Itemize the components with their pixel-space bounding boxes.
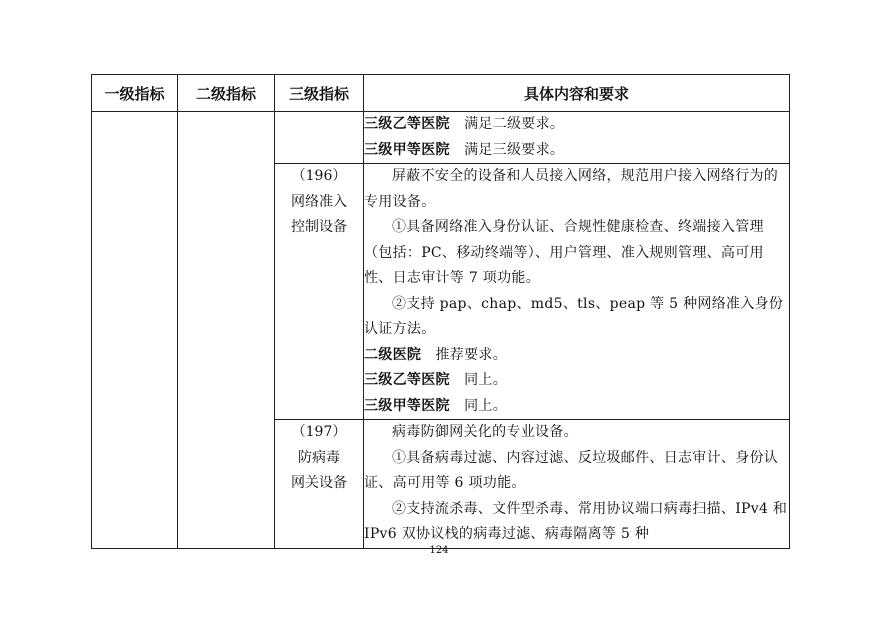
hospital-level: 三级乙等医院: [364, 372, 450, 388]
level1-cell: [92, 112, 178, 549]
header-row: [92, 75, 790, 112]
table-row: [92, 112, 790, 164]
requirement-text: 同上。: [449, 397, 508, 414]
header-col3: 三级指标: [275, 75, 364, 112]
hospital-level: 三级乙等医院: [364, 116, 450, 132]
requirement-text: 推荐要求。: [421, 346, 508, 363]
content-paragraph: ①具备病毒过滤、内容过滤、反垃圾邮件、日志审计、身份认证、高可用等 6 项功能。: [364, 449, 779, 491]
level3-cell: [275, 420, 364, 549]
content-cell: [364, 420, 790, 549]
content-paragraph: ②支持 pap、chap、md5、tls、peap 等 5 种网络准入身份认证方法。: [364, 295, 784, 337]
indicator-number: （197）: [291, 424, 347, 440]
indicator-name-line2: 控制设备: [291, 219, 347, 235]
content-paragraph: 屏蔽不安全的设备和人员接入网络，规范用户接入网络行为的专用设备。: [364, 168, 779, 210]
indicator-name-line1: 防病毒: [298, 449, 340, 466]
requirement-text: 满足二级要求。: [449, 116, 565, 132]
header-col1: 一级指标: [92, 75, 178, 112]
level3-cell-empty: [275, 112, 364, 164]
header-col2: 二级指标: [178, 75, 275, 112]
hospital-level: 二级医院: [364, 346, 422, 363]
indicator-name-line2: 网关设备: [291, 475, 347, 491]
content-cell: [364, 112, 790, 164]
requirement-text: 满足三级要求。: [449, 141, 565, 158]
level3-cell: [275, 164, 364, 420]
indicator-number: （196）: [291, 168, 347, 184]
content-paragraph: ①具备网络准入身份认证、合规性健康检查、终端接入管理（包括：PC、移动终端等）、用户管理、准入规则管理、高可用性、日志审计等 7 项功能。: [364, 219, 764, 286]
content-paragraph: 病毒防御网关化的专业设备。: [392, 424, 578, 440]
content-cell: [364, 164, 790, 420]
hospital-level: 三级甲等医院: [364, 141, 450, 158]
hospital-level: 三级甲等医院: [364, 397, 450, 414]
indicator-name-line1: 网络准入: [291, 193, 347, 210]
page-number: 124: [429, 545, 449, 556]
requirement-text: 同上。: [449, 372, 508, 388]
spec-table: [91, 74, 790, 549]
header-col4: 具体内容和要求: [364, 75, 790, 112]
content-paragraph: ②支持流杀毒、文件型杀毒、常用协议端口病毒扫描、IPv4 和 IPv6 双协议栈的病毒过滤、病毒隔离等 5 种: [364, 500, 788, 542]
level2-cell: [178, 112, 275, 549]
